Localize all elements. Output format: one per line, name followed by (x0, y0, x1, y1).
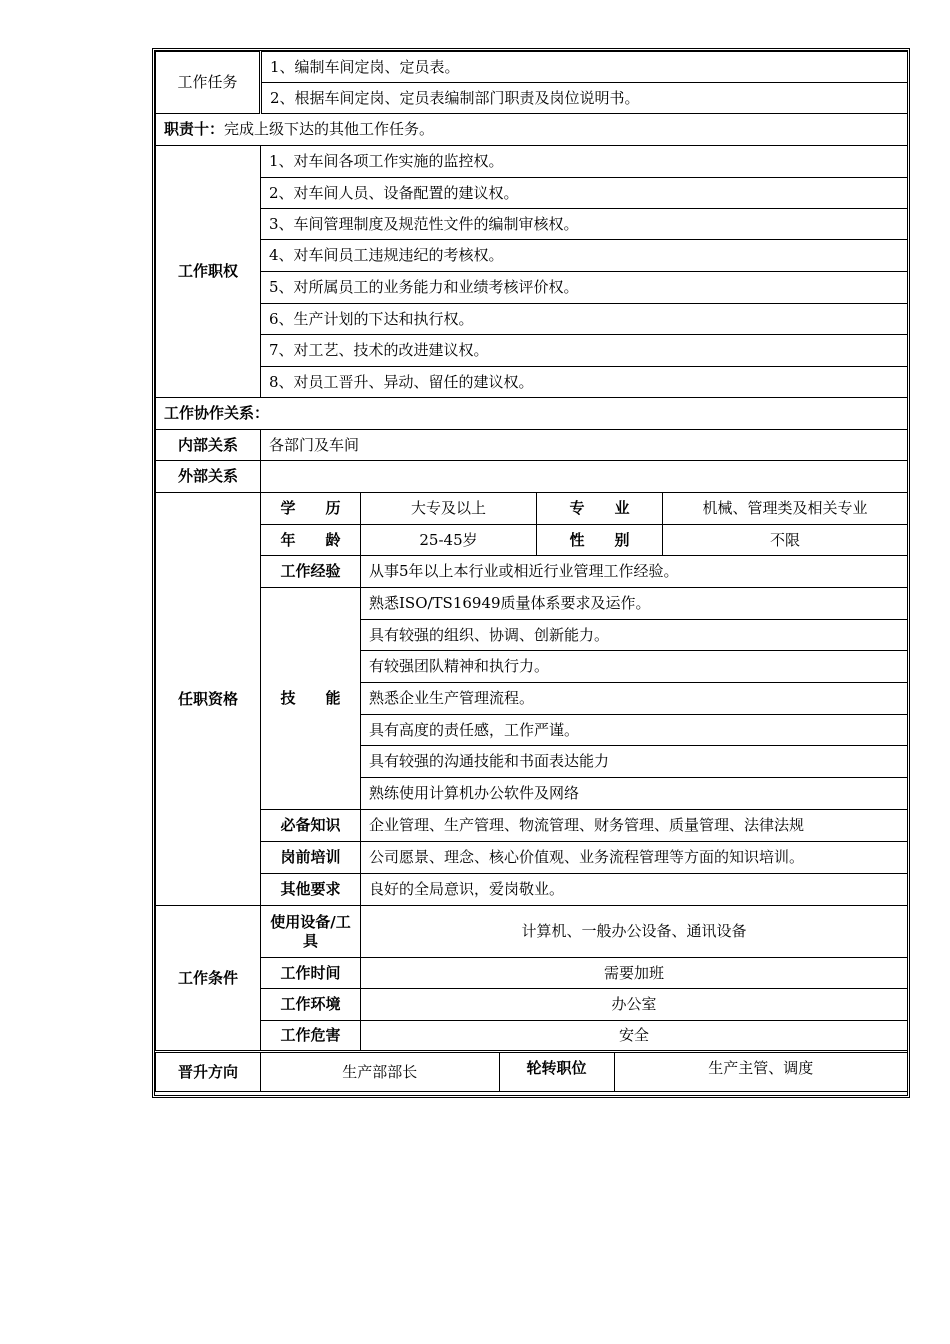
education-value: 大专及以上 (361, 493, 537, 525)
authority-item-4: 4、对车间员工违规违纪的考核权。 (261, 240, 908, 272)
task-item-1: 1、编制车间定岗、定员表。 (261, 52, 908, 83)
other-requirements-value: 良好的全局意识，爱岗敬业。 (361, 874, 908, 906)
skill-item-5: 具有高度的责任感，工作严谨。 (361, 715, 908, 746)
knowledge-value: 企业管理、生产管理、物流管理、财务管理、质量管理、法律法规 (361, 810, 908, 842)
major-value: 机械、管理类及相关专业 (663, 493, 908, 525)
hazard-value: 安全 (361, 1021, 908, 1052)
gender-value: 不限 (663, 525, 908, 556)
training-value: 公司愿景、理念、核心价值观、业务流程管理等方面的知识培训。 (361, 842, 908, 874)
cooperation-title: 工作协作关系： (156, 398, 908, 430)
skill-item-6: 具有较强的沟通技能和书面表达能力 (361, 746, 908, 778)
skill-item-3: 有较强团队精神和执行力。 (361, 651, 908, 683)
skill-item-4: 熟悉企业生产管理流程。 (361, 683, 908, 715)
hazard-label: 工作危害 (261, 1021, 361, 1052)
external-relation-label: 外部关系 (156, 461, 261, 493)
rotation-label: 轮转职位 (499, 1053, 614, 1091)
duty-ten-text: 完成上级下达的其他工作任务。 (224, 120, 435, 139)
environment-value: 办公室 (361, 989, 908, 1021)
work-time-value: 需要加班 (361, 958, 908, 989)
major-label: 专 业 (537, 493, 663, 525)
authority-item-8: 8、对员工晋升、异动、留任的建议权。 (261, 367, 908, 398)
external-relation-value (261, 461, 908, 493)
tasks-label: 工作任务 (156, 52, 261, 114)
internal-relation-value: 各部门及车间 (261, 430, 908, 461)
task-item-2: 2、根据车间定岗、定员表编制部门职责及岗位说明书。 (261, 83, 908, 114)
career-row (261, 1052, 908, 1092)
other-requirements-label: 其他要求 (261, 874, 361, 906)
skill-item-1: 熟悉ISO/TS16949质量体系要求及运作。 (361, 588, 908, 620)
equipment-value: 计算机、一般办公设备、通讯设备 (361, 906, 908, 958)
training-label: 岗前培训 (261, 842, 361, 874)
skill-item-7: 熟练使用计算机办公软件及网络 (361, 778, 908, 810)
skill-item-2: 具有较强的组织、协调、创新能力。 (361, 620, 908, 651)
equipment-label: 使用设备/工具 (261, 906, 361, 958)
conditions-label: 工作条件 (156, 906, 261, 1052)
internal-relation-label: 内部关系 (156, 430, 261, 461)
authority-item-7: 7、对工艺、技术的改进建议权。 (261, 335, 908, 367)
age-value: 25-45岁 (361, 525, 537, 556)
environment-label: 工作环境 (261, 989, 361, 1021)
authority-label: 工作职权 (156, 146, 261, 398)
rotation-value: 生产主管、调度 (708, 1059, 814, 1077)
authority-item-5: 5、对所属员工的业务能力和业绩考核评价权。 (261, 272, 908, 304)
career-subtable (261, 1053, 907, 1091)
age-label: 年 龄 (261, 525, 361, 556)
authority-item-2: 2、对车间人员、设备配置的建议权。 (261, 178, 908, 209)
experience-value: 从事5年以上本行业或相近行业管理工作经验。 (361, 556, 908, 588)
skills-label: 技 能 (261, 588, 361, 810)
qualification-label: 任职资格 (156, 493, 261, 906)
authority-item-3: 3、车间管理制度及规范性文件的编制审核权。 (261, 209, 908, 240)
authority-item-1: 1、对车间各项工作实施的监控权。 (261, 146, 908, 178)
job-description-table (155, 51, 908, 1092)
promotion-label: 晋升方向 (156, 1052, 261, 1092)
experience-label: 工作经验 (261, 556, 361, 588)
work-time-label: 工作时间 (261, 958, 361, 989)
duty-ten-label: 职责十： (164, 120, 225, 139)
education-label: 学 历 (261, 493, 361, 525)
job-description-sheet (152, 48, 910, 1098)
knowledge-label: 必备知识 (261, 810, 361, 842)
duty-ten-row (156, 114, 908, 146)
authority-item-6: 6、生产计划的下达和执行权。 (261, 304, 908, 335)
promotion-value: 生产部部长 (261, 1053, 499, 1091)
gender-label: 性 别 (537, 525, 663, 556)
